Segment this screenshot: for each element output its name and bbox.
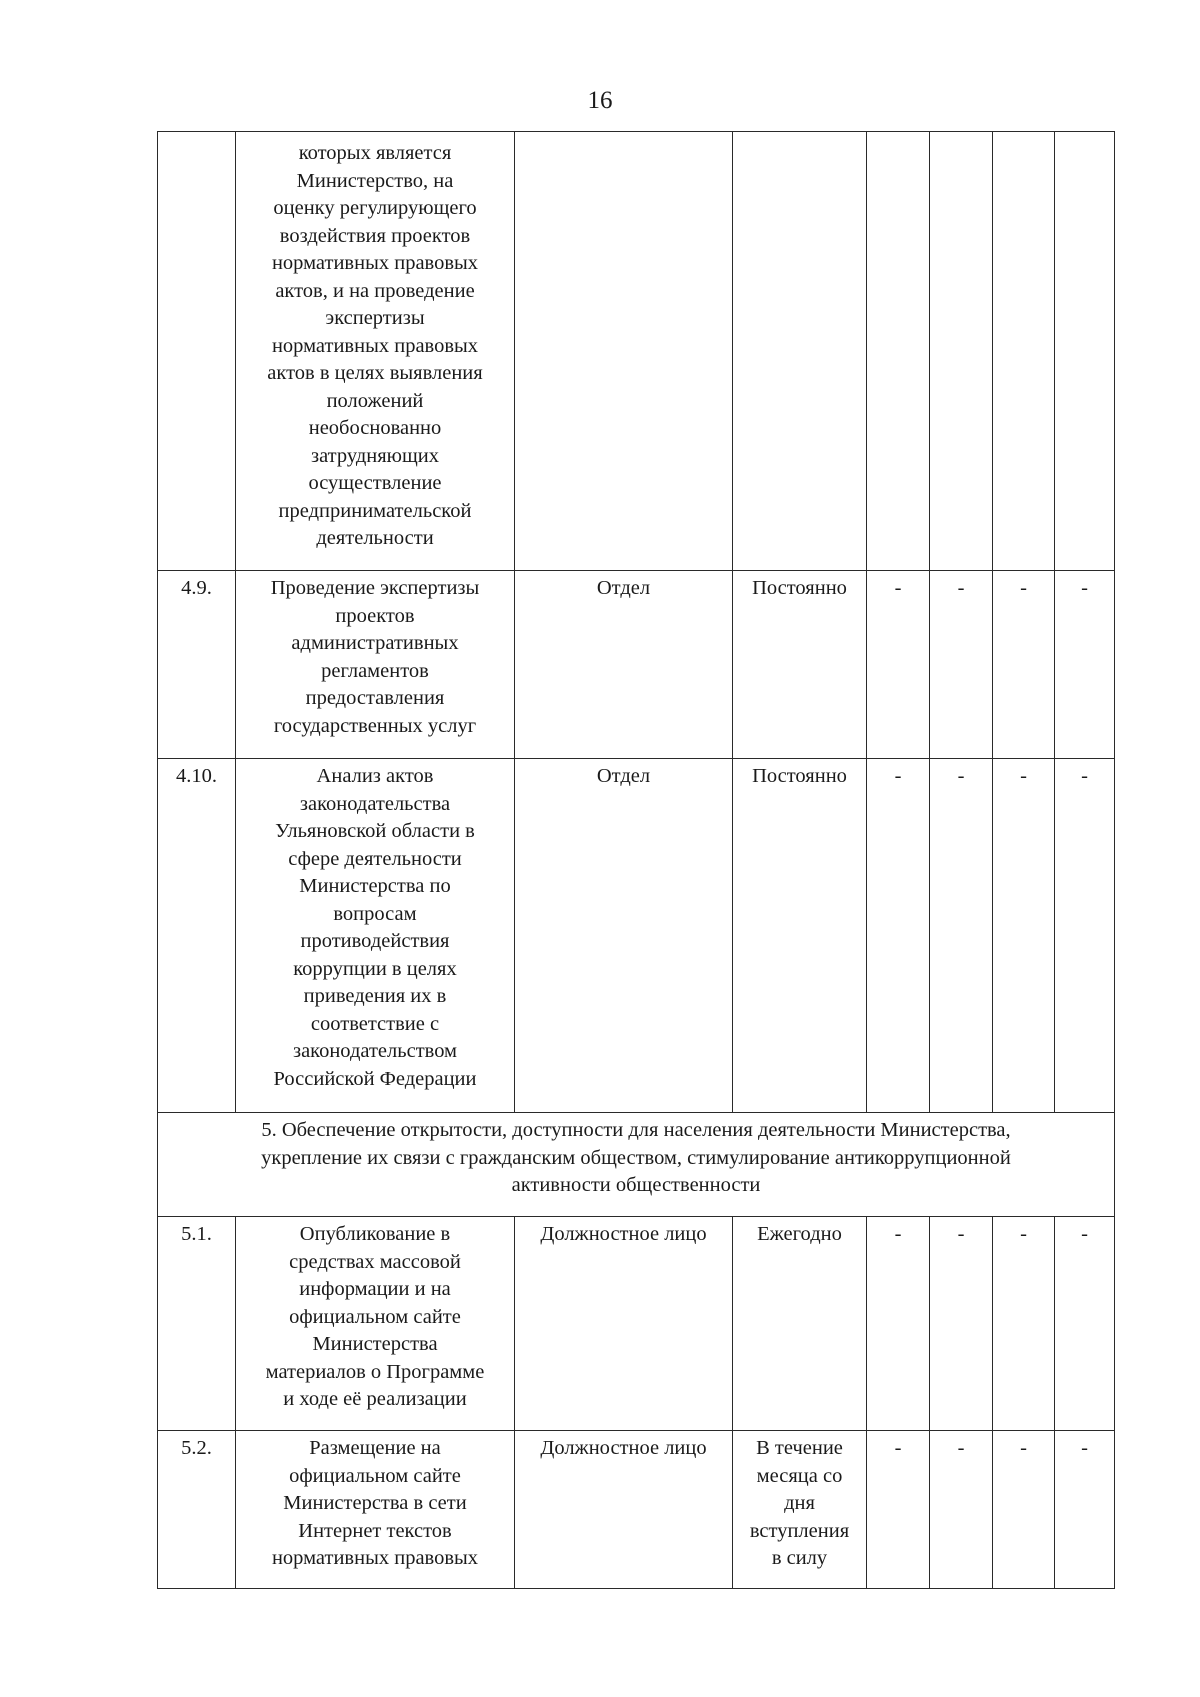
- measure-description-cell: [236, 132, 515, 571]
- text-line: регламентов: [321, 659, 429, 682]
- text-line: Постоянно: [752, 577, 847, 599]
- text-line: активности общественности: [511, 1174, 761, 1196]
- text-line: Анализ актов: [316, 765, 434, 787]
- text-line: актов в целях выявления: [267, 362, 483, 384]
- text-line: и ходе её реализации: [283, 1388, 467, 1410]
- text-line: которых является: [298, 142, 452, 164]
- section-heading: [158, 1113, 1115, 1217]
- term-cell: [733, 132, 867, 571]
- text-line: предпринимательской: [278, 499, 472, 522]
- text-line: Проведение экспертизы: [270, 577, 480, 599]
- text-line: вопросам: [333, 902, 417, 925]
- text-line: нормативных правовых: [271, 334, 479, 357]
- row-number-cell: [158, 132, 236, 571]
- indicator-cell: -: [993, 1431, 1055, 1589]
- indicator-cell: -: [993, 571, 1055, 759]
- indicator-cell: -: [867, 759, 930, 1113]
- table-row: [158, 571, 1115, 759]
- text-line: Ежегодно: [757, 1223, 842, 1245]
- row-number-cell: 4.9.: [158, 571, 236, 759]
- text-line: материалов о Программе: [265, 1360, 485, 1383]
- term-cell: [733, 1217, 867, 1431]
- text-line: предоставления: [305, 687, 445, 709]
- term-cell: [733, 571, 867, 759]
- text-line: Министерства в сети: [283, 1492, 467, 1514]
- text-line: нормативных правовых: [271, 1547, 479, 1569]
- indicator-cell: [1055, 132, 1115, 571]
- text-line: оценку регулирующего: [273, 197, 477, 219]
- text-line: сфере деятельности: [288, 847, 462, 870]
- indicator-cell: -: [930, 1217, 993, 1431]
- text-line: законодательства: [299, 792, 451, 815]
- responsible-cell: Должностное лицо: [515, 1431, 733, 1589]
- text-line: Размещение на: [309, 1437, 441, 1459]
- text-line: средствах массовой: [289, 1250, 461, 1273]
- text-line: административных: [291, 632, 459, 654]
- responsible-cell: Отдел: [515, 759, 733, 1113]
- text-line: актов, и на проведение: [275, 279, 475, 302]
- indicator-cell: -: [1055, 1431, 1115, 1589]
- indicator-cell: -: [1055, 759, 1115, 1113]
- text-line: необоснованно: [308, 417, 442, 439]
- text-line: Ульяновской области в: [275, 820, 475, 842]
- row-number-cell: 5.2.: [158, 1431, 236, 1589]
- text-line: осуществление: [308, 472, 442, 494]
- text-line: противодействия: [300, 930, 450, 952]
- text-line: законодательством: [292, 1040, 458, 1062]
- text-line: приведения их в: [303, 985, 447, 1007]
- indicator-cell: [930, 132, 993, 571]
- text-line: месяца со: [756, 1464, 843, 1487]
- term-cell: [733, 1431, 867, 1589]
- text-line: государственных услуг: [273, 714, 477, 737]
- text-line: воздействия проектов: [279, 224, 471, 247]
- row-number-cell: 4.10.: [158, 759, 236, 1113]
- indicator-cell: -: [867, 1217, 930, 1431]
- indicator-cell: -: [1055, 571, 1115, 759]
- measure-description-cell: [236, 571, 515, 759]
- text-line: соответствие с: [310, 1012, 440, 1035]
- text-line: официальном сайте: [289, 1464, 461, 1487]
- text-line: деятельности: [316, 527, 434, 549]
- responsible-cell: Отдел: [515, 571, 733, 759]
- text-line: 5. Обеспечение открытости, доступности для населения деятельности Министерства,: [261, 1119, 1011, 1141]
- text-line: коррупции в целях: [293, 957, 457, 980]
- plan-table: [157, 131, 1115, 1589]
- indicator-cell: -: [993, 1217, 1055, 1431]
- table-row: [158, 759, 1115, 1113]
- indicator-cell: -: [930, 1431, 993, 1589]
- indicator-cell: -: [1055, 1217, 1115, 1431]
- text-line: Министерства по: [299, 875, 451, 897]
- text-line: нормативных правовых: [271, 252, 479, 274]
- measure-description-cell: [236, 759, 515, 1113]
- text-line: Интернет текстов: [298, 1519, 452, 1542]
- text-line: В течение: [756, 1437, 843, 1459]
- table-row: [158, 1217, 1115, 1431]
- text-line: дня: [784, 1492, 815, 1514]
- text-line: экспертизы: [325, 307, 425, 329]
- text-line: официальном сайте: [289, 1305, 461, 1328]
- section-header-row: [158, 1113, 1115, 1217]
- text-line: укрепление их связи с гражданским обществом, стимулирование антикоррупционной: [261, 1146, 1011, 1169]
- term-cell: [733, 759, 867, 1113]
- indicator-cell: -: [867, 571, 930, 759]
- row-number-cell: 5.1.: [158, 1217, 236, 1431]
- text-line: Министерство, на: [296, 169, 454, 192]
- indicator-cell: [993, 132, 1055, 571]
- text-line: Министерства: [312, 1333, 438, 1355]
- text-line: Российской Федерации: [273, 1067, 477, 1090]
- text-line: проектов: [335, 604, 415, 627]
- page-number: 16: [587, 87, 613, 114]
- measure-description-cell: [236, 1431, 515, 1589]
- text-line: затрудняющих: [311, 444, 439, 467]
- text-line: информации и на: [299, 1278, 451, 1300]
- text-line: Постоянно: [752, 765, 847, 787]
- responsible-cell: [515, 132, 733, 571]
- table-row: [158, 1431, 1115, 1589]
- responsible-cell: Должностное лицо: [515, 1217, 733, 1431]
- table-row: [158, 132, 1115, 571]
- text-line: вступления: [749, 1519, 850, 1542]
- indicator-cell: -: [867, 1431, 930, 1589]
- text-line: положений: [326, 389, 424, 412]
- text-line: в силу: [771, 1547, 828, 1569]
- measure-description-cell: [236, 1217, 515, 1431]
- text-line: Опубликование в: [299, 1223, 451, 1245]
- indicator-cell: [867, 132, 930, 571]
- indicator-cell: -: [930, 571, 993, 759]
- indicator-cell: -: [993, 759, 1055, 1113]
- indicator-cell: -: [930, 759, 993, 1113]
